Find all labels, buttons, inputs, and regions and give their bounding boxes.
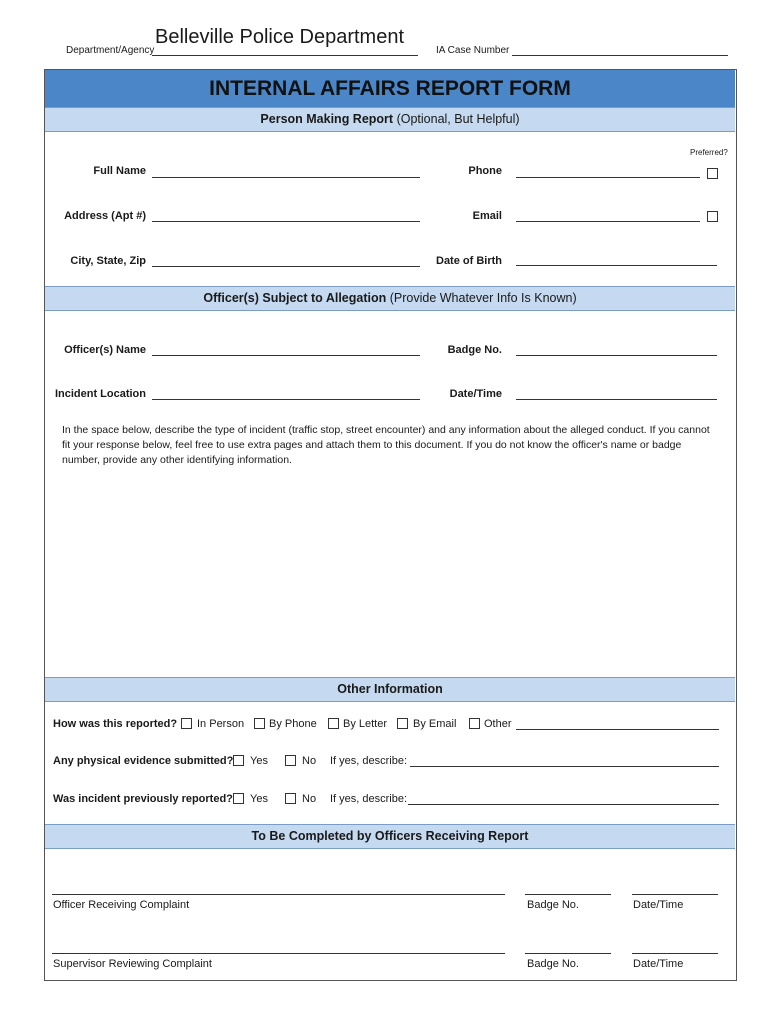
by-letter-label: By Letter	[343, 718, 388, 730]
incident-instructions: In the space below, describe the type of incident (traffic stop, street encounter) and any information about the alleged conduct. If you cannot fit your response below, feel free to use extra pages and attach them to this document. If you do not know the officer's name or badge number, provide any other identifying information.	[62, 424, 710, 466]
email-label: Email	[472, 210, 502, 222]
agency-line	[152, 55, 418, 56]
email-field[interactable]	[516, 221, 700, 222]
officer-receiving-label: Officer Receiving Complaint	[53, 899, 190, 911]
officer-receiving-badge-line[interactable]	[525, 894, 611, 895]
supervisor-badge-label: Badge No.	[527, 958, 579, 970]
incident-location-field[interactable]	[152, 399, 420, 400]
other-label: Other	[484, 718, 512, 730]
evidence-question: Any physical evidence submitted?	[53, 755, 234, 767]
officer-receiving-datetime-label: Date/Time	[633, 899, 684, 911]
person-section-heading	[45, 107, 735, 132]
by-phone-checkbox[interactable]	[254, 718, 265, 729]
in-person-label: In Person	[197, 718, 245, 730]
evidence-yes-label: Yes	[250, 755, 268, 767]
incident-description-area[interactable]	[60, 475, 720, 670]
city-field[interactable]	[152, 266, 420, 267]
previous-yes-checkbox[interactable]	[233, 793, 244, 804]
evidence-describe-label: If yes, describe:	[330, 755, 408, 767]
address-field[interactable]	[152, 221, 420, 222]
previous-no-checkbox[interactable]	[285, 793, 296, 804]
receiving-section-heading	[45, 824, 735, 849]
agency-value[interactable]: Belleville Police Department	[155, 26, 405, 48]
other-section-heading	[45, 677, 735, 702]
agency-label: Department/Agency	[66, 45, 155, 56]
by-email-label: By Email	[413, 718, 457, 730]
officer-receiving-signature-line[interactable]	[52, 894, 505, 895]
previous-question: Was incident previously reported?	[53, 793, 233, 805]
address-label: Address (Apt #)	[64, 210, 146, 222]
person-heading-note: (Optional, But Helpful)	[396, 112, 520, 126]
full-name-field[interactable]	[152, 177, 420, 178]
officer-receiving-badge-label: Badge No.	[527, 899, 579, 911]
in-person-checkbox[interactable]	[181, 718, 192, 729]
supervisor-badge-line[interactable]	[525, 953, 611, 954]
city-label: City, State, Zip	[70, 255, 146, 267]
officer-name-label: Officer(s) Name	[64, 344, 146, 356]
supervisor-datetime-line[interactable]	[632, 953, 718, 954]
by-phone-label: By Phone	[269, 718, 317, 730]
other-checkbox[interactable]	[469, 718, 480, 729]
officer-heading-bold: Officer(s) Subject to Allegation	[203, 291, 387, 305]
incident-datetime-field[interactable]	[516, 399, 717, 400]
previous-yes-label: Yes	[250, 793, 268, 805]
case-number-label: IA Case Number	[436, 45, 510, 56]
evidence-no-checkbox[interactable]	[285, 755, 296, 766]
email-preferred-checkbox[interactable]	[707, 211, 718, 222]
dob-field[interactable]	[516, 265, 717, 266]
phone-field[interactable]	[516, 177, 700, 178]
receiving-heading: To Be Completed by Officers Receiving Report	[251, 829, 529, 843]
person-heading-bold: Person Making Report	[260, 112, 394, 126]
incident-datetime-label: Date/Time	[449, 388, 502, 400]
officer-name-field[interactable]	[152, 355, 420, 356]
full-name-label: Full Name	[93, 165, 146, 177]
preferred-label: Preferred?	[690, 148, 728, 157]
other-method-field[interactable]	[516, 729, 719, 730]
supervisor-label: Supervisor Reviewing Complaint	[53, 958, 212, 970]
previous-no-label: No	[302, 793, 317, 805]
incident-location-label: Incident Location	[54, 388, 146, 400]
phone-preferred-checkbox[interactable]	[707, 168, 718, 179]
form-title: INTERNAL AFFAIRS REPORT FORM	[45, 70, 735, 107]
supervisor-datetime-label: Date/Time	[633, 958, 684, 970]
reported-question: How was this reported?	[53, 718, 178, 730]
evidence-no-label: No	[302, 755, 317, 767]
other-heading: Other Information	[337, 682, 443, 696]
dob-label: Date of Birth	[436, 255, 502, 267]
officer-section-heading	[45, 286, 735, 311]
previous-describe-field[interactable]	[408, 804, 719, 805]
evidence-yes-checkbox[interactable]	[233, 755, 244, 766]
badge-label: Badge No.	[447, 344, 502, 356]
officer-heading-note: (Provide Whatever Info Is Known)	[389, 291, 577, 305]
by-email-checkbox[interactable]	[397, 718, 408, 729]
supervisor-signature-line[interactable]	[52, 953, 505, 954]
badge-field[interactable]	[516, 355, 717, 356]
phone-label: Phone	[468, 165, 502, 177]
evidence-describe-field[interactable]	[410, 766, 719, 767]
previous-describe-label: If yes, describe:	[330, 793, 408, 805]
case-number-field[interactable]	[512, 55, 728, 56]
by-letter-checkbox[interactable]	[328, 718, 339, 729]
officer-receiving-datetime-line[interactable]	[632, 894, 718, 895]
